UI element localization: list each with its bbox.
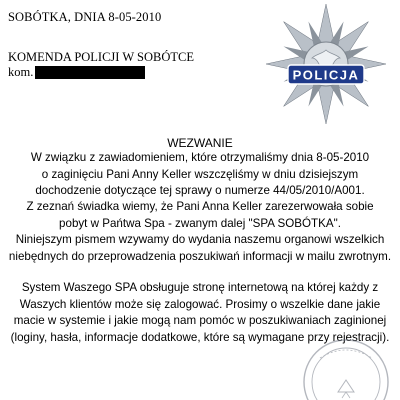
paragraph-line: o zaginięciu Pani Anny Keller wszczęliśmy w dniu dzisiejszym xyxy=(41,167,359,181)
paragraph-line: Niniejszym pismem wzywamy do wydania naszemu organowi wszelkich xyxy=(15,233,385,246)
document-date: SOBÓTKA, DNIA 8-05-2010 xyxy=(8,10,162,24)
officer-line xyxy=(8,65,145,80)
badge-text: POLICJA xyxy=(292,67,360,83)
paragraph-2 xyxy=(2,199,398,232)
paragraph-line: macie w systemie i jakie mogą nam pomóc w poszukiwaniach zaginionej xyxy=(13,314,387,328)
paragraph-line: dochodzenie dotyczące tej sprawy o numerze 44/05/2010/A001. xyxy=(35,184,365,198)
official-stamp xyxy=(298,320,398,400)
letter-title: WEZWANIE xyxy=(167,136,233,150)
paragraph-line: pobyt w Pańtwa Spa - zwanym dalej "SPA SOBÓTKA". xyxy=(59,216,341,230)
officer-prefix: kom. xyxy=(8,65,34,79)
police-office-name: KOMENDA POLICJI W SOBÓTCE xyxy=(8,50,195,64)
paragraph-line: Waszych klientów może się zalogować. Prosimy o wszelkie dane jakie xyxy=(19,297,381,311)
police-star-emblem xyxy=(262,0,390,128)
paragraph-line: Z zeznań świadka wiemy, że Pani Anna Keller zarezerwowała sobie xyxy=(26,200,374,213)
paragraph-line: W związku z zawiadomieniem, które otrzymaliśmy dnia 8-05-2010 xyxy=(30,151,370,164)
paragraph-line: (loginy, hasła, informacje dodatkowe, które są wymagane przy rejestracji). xyxy=(10,330,390,344)
paragraph-line: System Waszego SPA obsługuje stronę internetową na której każdy z xyxy=(21,281,379,294)
paragraph-1 xyxy=(2,150,398,200)
paragraph-line: niebędnych do przeprowadzenia poszukiwań informacji w mailu zwrotnym. xyxy=(8,249,392,263)
redacted-name xyxy=(35,66,145,79)
paragraph-3 xyxy=(2,232,398,265)
